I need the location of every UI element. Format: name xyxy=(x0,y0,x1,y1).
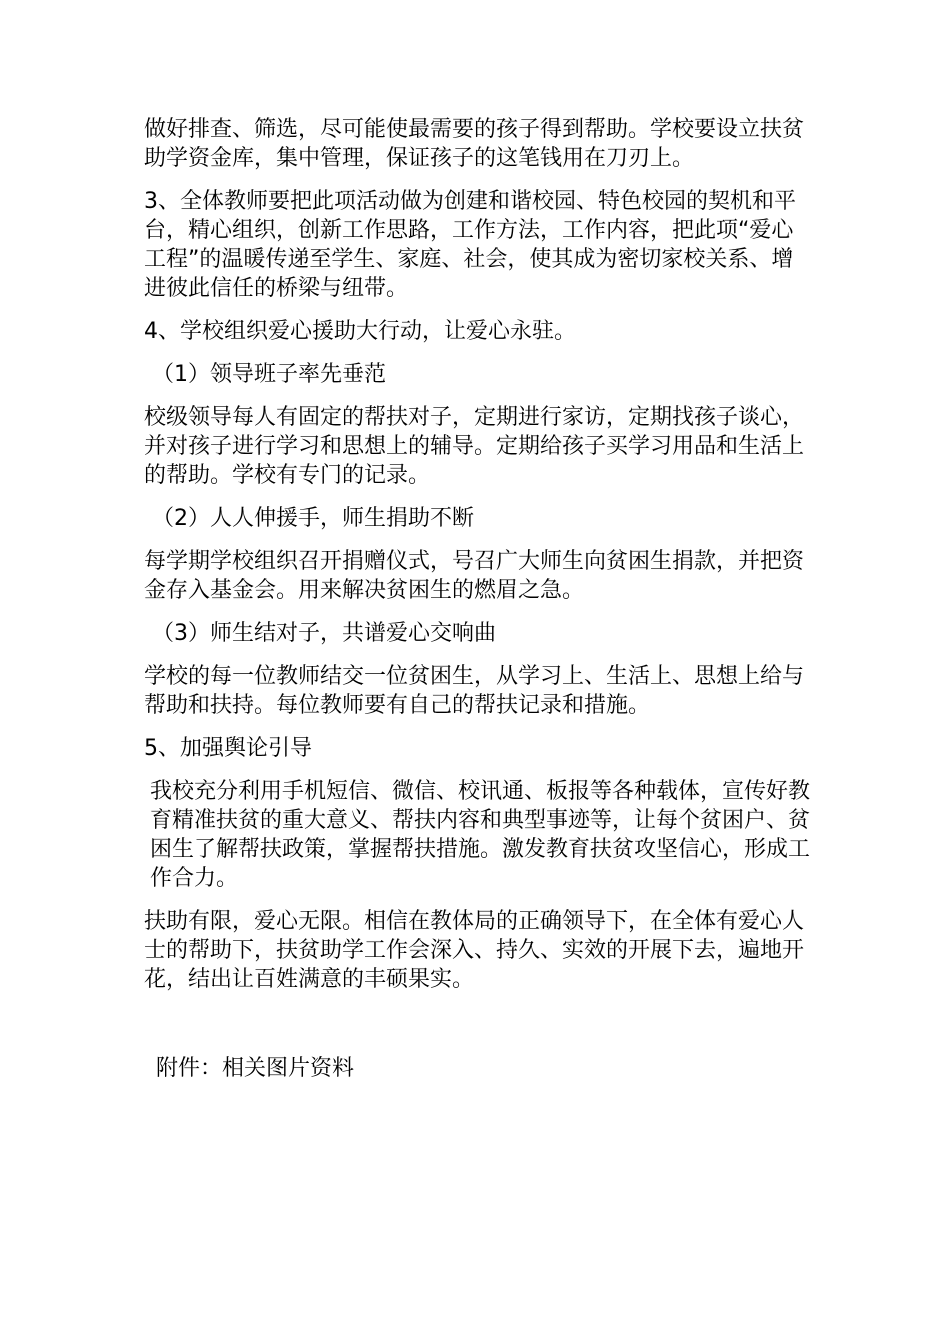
paragraph-donation: 每学期学校组织召开捐赠仪式，号召广大师生向贫困生捐款，并把资金存入基金会。用来解决贫困生的燃眉之急。 xyxy=(144,549,805,603)
document-body xyxy=(144,115,814,1097)
paragraph-pairing: 学校的每一位教师结交一位贫困生，从学习上、生活上、思想上给与帮助和扶持。每位教师要有自己的帮扶记录和措施。 xyxy=(144,664,805,718)
paragraph-item-5: 5、加强舆论引导 xyxy=(144,736,312,761)
paragraph-continuation: 做好排查、筛选，尽可能使最需要的孩子得到帮助。学校要设立扶贫助学资金库，集中管理，保证孩子的这笔钱用在刀刃上。 xyxy=(144,117,805,171)
paragraph-conclusion: 扶助有限，爱心无限。相信在教体局的正确领导下，在全体有爱心人士的帮助下，扶贫助学工作会深入、持久、实效的开展下去，遍地开花，结出让百姓满意的丰硕果实。 xyxy=(144,909,805,992)
subheading-1: （1）领导班子率先垂范 xyxy=(152,362,386,387)
subheading-2: （2）人人伸援手，师生捐助不断 xyxy=(152,506,474,531)
paragraph-item-3: 3、全体教师要把此项活动做为创建和谐校园、特色校园的契机和平台，精心组织，创新工作思路，工作方法，工作内容，把此项“爱心工程”的温暖传递至学生、家庭、社会，使其成为密切家校关系、增进彼此信任的桥梁与纽带。 xyxy=(144,189,796,301)
subheading-3: （3）师生结对子，共谱爱心交响曲 xyxy=(152,621,496,646)
paragraph-leadership: 校级领导每人有固定的帮扶对子，定期进行家访，定期找孩子谈心，并对孩子进行学习和思想上的辅导。定期给孩子买学习用品和生活上的帮助。学校有专门的记录。 xyxy=(144,405,805,488)
attachment-note: 附件：相关图片资料 xyxy=(156,1056,355,1081)
paragraph-publicity: 我校充分利用手机短信、微信、校讯通、板报等各种载体，宣传好教育精准扶贫的重大意义、帮扶内容和典型事迹等，让每个贫困户、贫困生了解帮扶政策，掌握帮扶措施。激发教育扶贫攻坚信心，形成工作合力。 xyxy=(150,779,811,891)
paragraph-item-4: 4、学校组织爱心援助大行动，让爱心永驻。 xyxy=(144,319,576,344)
